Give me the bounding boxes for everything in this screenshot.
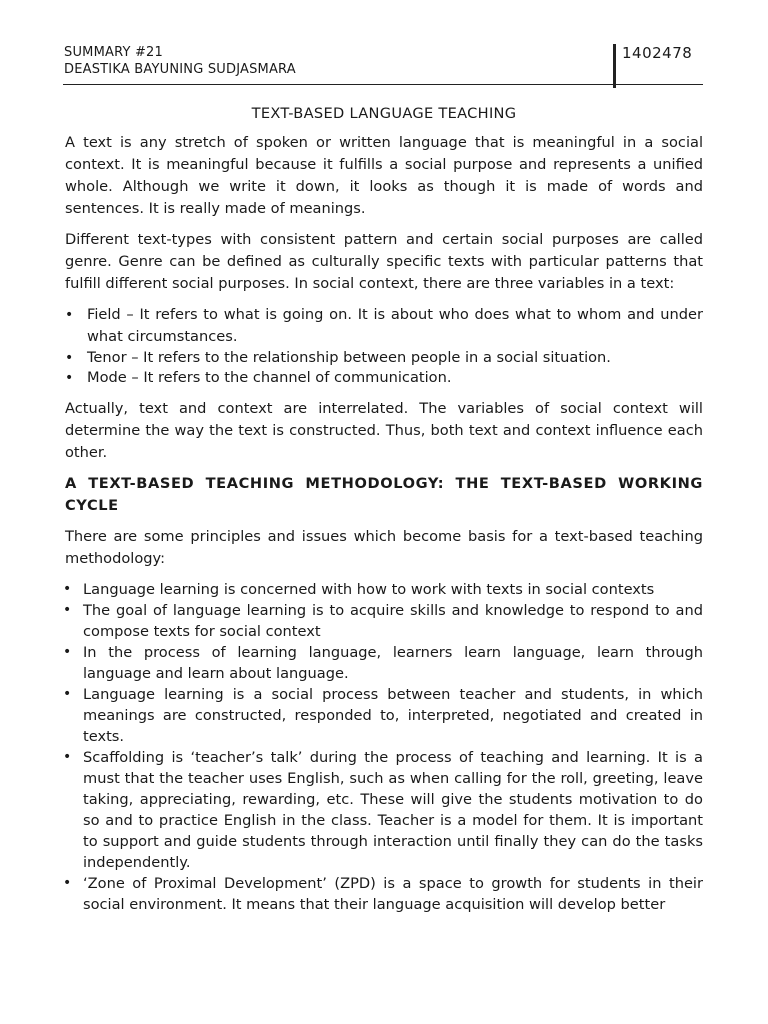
list-item: • Scaffolding is ‘teacher’s talk’ during the process of teaching and learning. It is a must that the teacher uses English, such as when calling for the roll, greeting, leave taking, appreciating, rewarding, etc. These will give the students motivation to do so and to practice English in the class. Teacher is a model for them. It is important to support and guide students through interaction until finally they can do the tasks independently. [83,747,703,873]
principles-list [65,579,703,915]
paragraph-principles-intro: There are some principles and issues which become basis for a text-based teaching methodology: [65,528,703,567]
variables-list [65,304,703,388]
list-item: • Language learning is a social process between teacher and students, in which meanings are constructed, responded to, interpreted, negotiated and created in texts. [83,684,703,747]
paragraph-genre: Different text-types with consistent pattern and certain social purposes are called genre. Genre can be defined as culturally specific texts with particular patterns that fulfill different social purposes. In social context, there are three variables in a text: [65,231,703,292]
list-item: • In the process of learning language, learners learn language, learn through language and learn about language. [83,642,703,684]
list-item: • ‘Zone of Proximal Development’ (ZPD) is a space to growth for students in their social environment. It means that their language acquisition will develop better [83,873,703,915]
author-name: DEASTIKA BAYUNING SUDJASMARA [64,62,296,77]
list-item: • Mode – It refers to the channel of communication. [87,368,703,388]
list-item: • Tenor – It refers to the relationship between people in a social situation. [87,348,703,368]
page-header [63,44,703,85]
summary-number: SUMMARY #21 [64,45,164,60]
paragraph-interrelation: Actually, text and context are interrelated. The variables of social context will determine the way the text is constructed. Thus, both text and context influence each other. [65,400,703,461]
header-left [64,44,296,78]
student-id: 1402478 [622,44,693,62]
list-item: • Field – It refers to what is going on. It is about who does what to whom and under what circumstances. [87,304,703,348]
list-item: • The goal of language learning is to acquire skills and knowledge to respond to and compose texts for social context [83,600,703,642]
header-divider [613,44,616,88]
paragraph-text-definition: A text is any stretch of spoken or written language that is meaningful in a social context. It is meaningful because it fulfills a social purpose and represents a unified whole. Although we write it down, it looks as though it is made of words and sentences. It is really made of meanings. [65,134,703,217]
document-body [65,104,703,915]
list-item: • Language learning is concerned with how to work with texts in social contexts [83,579,703,600]
document-title: TEXT-BASED LANGUAGE TEACHING [251,105,517,122]
section-heading: A TEXT-BASED TEACHING METHODOLOGY: THE TEXT-BASED WORKING CYCLE [65,475,703,514]
